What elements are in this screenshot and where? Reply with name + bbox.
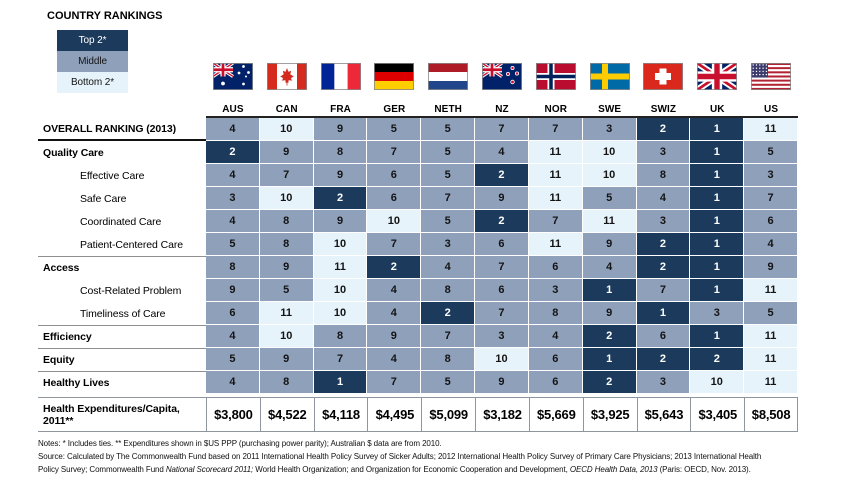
row-label: Equity [38, 348, 206, 371]
rank-cell: 6 [744, 210, 798, 233]
rank-cell: 7 [475, 118, 529, 141]
table-row-overall-ranking-2013 [38, 118, 798, 141]
rank-cell: 8 [637, 164, 691, 187]
rank-cell: 4 [583, 256, 637, 279]
rank-cell: 11 [744, 279, 798, 302]
country-code: UK [709, 104, 725, 115]
row-label: Safe Care [80, 192, 127, 205]
rank-cell: 3 [529, 279, 583, 302]
table-row-cost-related-problem [38, 279, 798, 302]
column-header-swiz [637, 62, 691, 118]
row-label: Healthy Lives [38, 371, 206, 394]
table-row-access [38, 256, 798, 279]
rank-cell: 7 [475, 302, 529, 325]
flag-ger-icon [374, 63, 414, 90]
rank-cell: 1 [637, 302, 691, 325]
rank-cell: 4 [367, 302, 421, 325]
rank-cell: 11 [744, 348, 798, 371]
rankings-table [38, 62, 798, 432]
note-text: (Paris: OECD, Nov. 2013). [657, 465, 751, 475]
rank-cell: 5 [206, 233, 260, 256]
rank-cell: 5 [421, 371, 475, 394]
rank-cell: 7 [367, 233, 421, 256]
rank-cell: 1 [690, 256, 744, 279]
rank-cell: 9 [314, 210, 368, 233]
rank-cell: 7 [744, 187, 798, 210]
rank-cell: 11 [744, 371, 798, 394]
rank-cell: 9 [583, 302, 637, 325]
column-header-uk [690, 62, 744, 118]
legend-item-bottom2: Bottom 2* [57, 72, 128, 93]
flag-us-icon [751, 63, 791, 90]
rank-cell: 2 [637, 118, 691, 141]
flag-nz-icon [482, 63, 522, 90]
row-label: Access [38, 256, 206, 279]
rank-cell: 7 [314, 348, 368, 371]
row-label: Effective Care [80, 169, 145, 182]
rank-cell: 2 [637, 233, 691, 256]
note-line [38, 450, 844, 463]
rank-cell: 3 [637, 141, 691, 164]
rank-cell: 10 [475, 348, 529, 371]
row-label: Quality Care [43, 146, 104, 159]
rank-cell: 7 [529, 210, 583, 233]
expenditure-cell: $4,118 [314, 398, 368, 431]
column-header-aus [206, 62, 260, 118]
legend-item-top2: Top 2* [57, 30, 128, 51]
table-header-row [38, 62, 798, 118]
rank-cell: 10 [260, 187, 314, 210]
rank-cell: 2 [367, 256, 421, 279]
expenditure-cell: $4,522 [260, 398, 314, 431]
rank-cell: 1 [690, 164, 744, 187]
country-code: AUS [222, 104, 244, 115]
note-text: National Scorecard 2011; [165, 465, 254, 475]
country-code: SWE [598, 104, 622, 115]
rank-cell: 9 [260, 256, 314, 279]
table-row-patient-centered-care [38, 233, 798, 256]
rank-cell: 7 [529, 118, 583, 141]
table-row-coordinated-care [38, 210, 798, 233]
rank-cell: 1 [314, 371, 368, 394]
rank-cell: 2 [475, 210, 529, 233]
rank-cell: 11 [529, 187, 583, 210]
flag-uk-icon [697, 63, 737, 90]
footnotes [38, 437, 844, 477]
rank-cell: 1 [690, 279, 744, 302]
expenditure-cell: $5,099 [421, 398, 475, 431]
column-header-nz [475, 62, 529, 118]
rank-cell: 3 [583, 118, 637, 141]
flag-aus-icon [213, 63, 253, 90]
rank-cell: 5 [260, 279, 314, 302]
note-line [38, 437, 844, 450]
country-code: GER [383, 104, 406, 115]
rank-cell: 1 [583, 279, 637, 302]
rank-cell: 3 [206, 187, 260, 210]
expenditure-cell: $3,405 [690, 398, 744, 431]
rank-cell: 10 [260, 325, 314, 348]
expenditure-cell: $8,508 [744, 398, 798, 431]
rank-cell: 1 [690, 325, 744, 348]
flag-swe-icon [590, 63, 630, 90]
rank-cell: 7 [475, 256, 529, 279]
rank-cell: 10 [314, 302, 368, 325]
rank-cell: 4 [206, 325, 260, 348]
table-row-equity [38, 348, 798, 371]
rank-cell: 9 [314, 118, 368, 141]
rank-cell: 5 [421, 118, 475, 141]
note-text: World Health Organization; and Organization for Economic Cooperation and Development, [253, 465, 570, 475]
expenditure-cell: $5,669 [529, 398, 583, 431]
rank-cell: 5 [744, 141, 798, 164]
rank-cell: 2 [421, 302, 475, 325]
column-header-fra [314, 62, 368, 118]
rank-cell: 10 [583, 141, 637, 164]
rank-cell: 3 [690, 302, 744, 325]
rank-cell: 8 [421, 348, 475, 371]
flag-can-icon [267, 63, 307, 90]
country-code: NETH [434, 104, 462, 115]
rank-cell: 8 [529, 302, 583, 325]
country-code: NZ [495, 104, 509, 115]
rank-cell: 4 [206, 164, 260, 187]
rank-cell: 4 [206, 371, 260, 394]
rank-cell: 10 [314, 233, 368, 256]
row-label: Coordinated Care [80, 215, 162, 228]
rank-cell: 7 [367, 141, 421, 164]
column-header-can [260, 62, 314, 118]
row-label: Cost-Related Problem [80, 284, 182, 297]
rank-cell: 3 [744, 164, 798, 187]
note-text: OECD Health Data, 2013 [569, 465, 658, 475]
country-code: FRA [330, 104, 351, 115]
rank-cell: 9 [475, 187, 529, 210]
rank-cell: 11 [314, 256, 368, 279]
rank-cell: 11 [744, 325, 798, 348]
rank-cell: 9 [314, 164, 368, 187]
expenditure-cell: $3,182 [475, 398, 529, 431]
header-divider [206, 116, 798, 118]
table-body [38, 118, 798, 394]
rank-cell: 2 [475, 164, 529, 187]
rank-cell: 4 [744, 233, 798, 256]
rank-cell: 2 [637, 256, 691, 279]
rank-cell: 5 [206, 348, 260, 371]
rank-cell: 2 [637, 348, 691, 371]
row-label: OVERALL RANKING (2013) [38, 118, 206, 141]
flag-fra-icon [321, 63, 361, 90]
rank-cell: 6 [475, 279, 529, 302]
rank-cell: 6 [367, 187, 421, 210]
column-header-swe [583, 62, 637, 118]
rank-cell: 8 [421, 279, 475, 302]
rank-cell: 5 [367, 118, 421, 141]
note-line [38, 463, 844, 476]
rank-cell: 2 [583, 371, 637, 394]
rank-cell: 7 [637, 279, 691, 302]
table-row-efficiency [38, 325, 798, 348]
rank-cell: 4 [637, 187, 691, 210]
rank-cell: 9 [260, 348, 314, 371]
rank-cell: 6 [475, 233, 529, 256]
rank-cell: 1 [690, 187, 744, 210]
country-code: US [764, 104, 779, 115]
figure-title: COUNTRY RANKINGS [47, 10, 163, 22]
rank-cell: 1 [690, 210, 744, 233]
rank-cell: 9 [260, 141, 314, 164]
rank-cell: 2 [206, 141, 260, 164]
rank-cell: 10 [583, 164, 637, 187]
rank-cell: 11 [529, 141, 583, 164]
rank-cell: 7 [421, 325, 475, 348]
table-row-effective-care [38, 164, 798, 187]
expenditures-row [38, 397, 798, 432]
rank-cell: 6 [367, 164, 421, 187]
rank-cell: 2 [314, 187, 368, 210]
flag-swiz-icon [643, 63, 683, 90]
rank-cell: 4 [421, 256, 475, 279]
row-label: Efficiency [38, 325, 206, 348]
rank-cell: 3 [475, 325, 529, 348]
expenditure-cell: $5,643 [637, 398, 691, 431]
rank-cell: 10 [690, 371, 744, 394]
country-code: SWIZ [650, 104, 677, 115]
rank-cell: 11 [529, 164, 583, 187]
rank-cell: 9 [367, 325, 421, 348]
rank-cell: 7 [260, 164, 314, 187]
rank-cell: 11 [529, 233, 583, 256]
rank-cell: 4 [475, 141, 529, 164]
rank-cell: 1 [690, 233, 744, 256]
country-code: CAN [275, 104, 298, 115]
rank-cell: 4 [367, 348, 421, 371]
rank-cell: 3 [637, 371, 691, 394]
rank-cell: 5 [583, 187, 637, 210]
rank-cell: 11 [260, 302, 314, 325]
rank-cell: 2 [583, 325, 637, 348]
flag-nor-icon [536, 63, 576, 90]
expenditure-cell: $3,800 [206, 398, 260, 431]
rank-cell: 6 [529, 256, 583, 279]
column-header-us [744, 62, 798, 118]
note-text: Policy Survey; Commonwealth Fund [38, 465, 166, 475]
rank-cell: 3 [421, 233, 475, 256]
rank-cell: 10 [260, 118, 314, 141]
rank-cell: 8 [260, 210, 314, 233]
rank-cell: 3 [637, 210, 691, 233]
rank-cell: 2 [690, 348, 744, 371]
expenditure-cell: $4,495 [367, 398, 421, 431]
rank-cell: 6 [206, 302, 260, 325]
rank-cell: 5 [421, 164, 475, 187]
rank-cell: 4 [529, 325, 583, 348]
expenditure-cell: $3,925 [583, 398, 637, 431]
country-code: NOR [544, 104, 568, 115]
rank-cell: 7 [367, 371, 421, 394]
rank-cell: 9 [475, 371, 529, 394]
rank-cell: 10 [367, 210, 421, 233]
rank-cell: 4 [206, 118, 260, 141]
rank-cell: 6 [637, 325, 691, 348]
rank-cell: 9 [206, 279, 260, 302]
column-header-ger [367, 62, 421, 118]
rank-cell: 8 [260, 371, 314, 394]
note-text: Source: Calculated by The Commonwealth Fund based on 2011 International Health Policy Survey of Sicker Adults; 2012 International Health Policy Survey of Primary Care Physicians; 2013 International Health [38, 452, 762, 462]
rank-cell: 1 [583, 348, 637, 371]
column-header-neth [421, 62, 475, 118]
table-row-quality-care [38, 141, 798, 164]
table-row-healthy-lives [38, 371, 798, 394]
legend-item-middle: Middle [57, 51, 128, 72]
header-spacer [38, 62, 206, 118]
rank-cell: 4 [367, 279, 421, 302]
column-header-nor [529, 62, 583, 118]
table-row-safe-care [38, 187, 798, 210]
rank-cell: 11 [583, 210, 637, 233]
rank-cell: 5 [421, 210, 475, 233]
rank-cell: 1 [690, 141, 744, 164]
rank-cell: 6 [529, 348, 583, 371]
rank-cell: 1 [690, 118, 744, 141]
rank-cell: 7 [421, 187, 475, 210]
rank-cell: 8 [206, 256, 260, 279]
note-text: Notes: * Includes ties. ** Expenditures shown in $US PPP (purchasing power parity); Australian $ data are from 2010. [38, 439, 442, 448]
expenditures-label: Health Expenditures/Capita, 2011** [43, 402, 180, 427]
row-label: Patient-Centered Care [80, 238, 183, 251]
rank-cell: 6 [529, 371, 583, 394]
flag-neth-icon [428, 63, 468, 90]
rank-cell: 8 [260, 233, 314, 256]
rank-cell: 5 [744, 302, 798, 325]
rank-cell: 5 [421, 141, 475, 164]
rank-cell: 9 [744, 256, 798, 279]
rank-cell: 9 [583, 233, 637, 256]
table-row-timeliness-of-care [38, 302, 798, 325]
rank-cell: 8 [314, 141, 368, 164]
rank-cell: 4 [206, 210, 260, 233]
rank-cell: 11 [744, 118, 798, 141]
row-label: Timeliness of Care [80, 307, 166, 320]
rank-cell: 10 [314, 279, 368, 302]
rank-cell: 8 [314, 325, 368, 348]
